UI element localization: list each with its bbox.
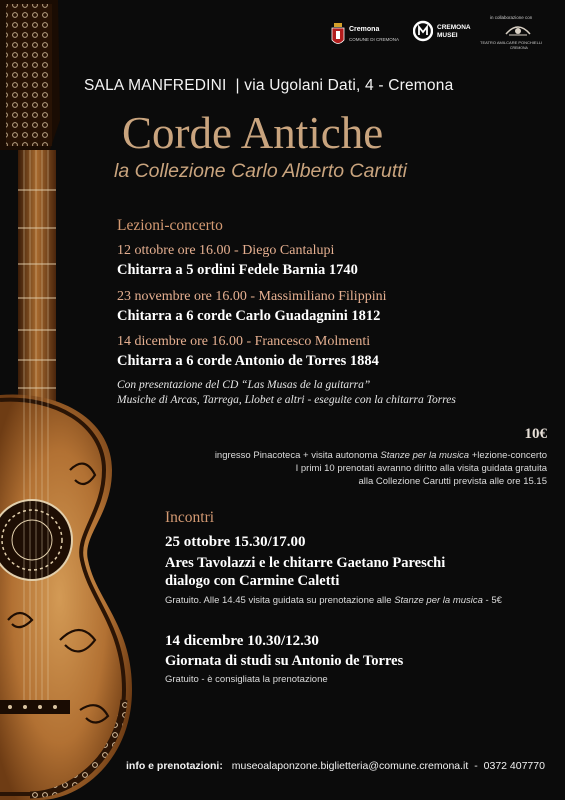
footer-label: info e prenotazioni: — [126, 760, 223, 772]
footer-email[interactable]: museoalaponzone.biglietteria@comune.cremona.it — [231, 760, 469, 772]
cd-line-2: Musiche di Arcas, Tarrega, Llobet e altri - eseguite con la chitarra Torres — [117, 394, 456, 406]
ingresso-line-1a: ingresso Pinacoteca + visita autonoma — [214, 450, 381, 461]
teatro-logo — [480, 15, 560, 55]
comune-name: Cremona — [349, 26, 380, 33]
incontri-heading: Incontri — [165, 509, 215, 526]
teatro-emblem-icon — [504, 24, 532, 38]
comune-sub: COMUNE DI CREMONA — [349, 37, 400, 42]
musei-line1: CREMONA — [437, 24, 471, 31]
incontro-note-1c: - 5€ — [482, 595, 502, 606]
ingresso-line-2: I primi 10 prenotati avranno diritto alla visita guidata gratuita — [295, 463, 547, 474]
price: 10€ — [524, 426, 547, 442]
lezione-date-3: 14 dicembre ore 16.00 - Francesco Molmenti — [117, 334, 371, 349]
page-subtitle: la Collezione Carlo Alberto Carutti — [114, 160, 407, 182]
comune-logo — [330, 22, 402, 50]
venue-line: SALA MANFREDINI | via Ugolani Dati, 4 - Cremona — [84, 77, 454, 94]
cd-line-1: Con presentazione del CD “Las Musas de la guitarra” — [117, 379, 371, 391]
lezione-work-2: Chitarra a 6 corde Carlo Guadagnini 1812 — [117, 308, 381, 324]
lezioni-heading: Lezioni-concerto — [117, 217, 223, 234]
incontro-note-1b: Stanze per la musica — [394, 595, 483, 606]
footer-phone[interactable]: 0372 407770 — [483, 760, 545, 772]
incontro-note-1 — [165, 595, 502, 606]
footer-info — [126, 760, 545, 772]
lezione-date-2: 23 novembre ore 16.00 - Massimiliano Filippini — [117, 289, 387, 304]
ingresso-line-1c: +lezione-concerto — [469, 450, 547, 461]
incontro-date-1: 25 ottobre 15.30/17.00 — [165, 534, 306, 550]
teatro-line2: CREMONA — [510, 46, 528, 50]
incontro-line-1b: dialogo con Carmine Caletti — [165, 573, 340, 589]
incontro-line-2a: Giornata di studi su Antonio de Torres — [165, 653, 404, 669]
musei-mark-icon — [413, 20, 433, 42]
musei-line2: MUSEI — [437, 32, 458, 39]
lezione-date-1: 12 ottobre ore 16.00 - Diego Cantalupi — [117, 243, 335, 258]
incontro-line-1a: Ares Tavolazzi e le chitarre Gaetano Pareschi — [165, 555, 446, 571]
incontro-note-2: Gratuito - è consigliata la prenotazione — [165, 674, 328, 685]
lezione-work-1: Chitarra a 5 ordini Fedele Barnia 1740 — [117, 262, 358, 278]
incontro-note-1a: Gratuito. Alle 14.45 visita guidata su prenotazione alle — [165, 595, 395, 606]
footer-separator: - — [474, 760, 478, 772]
crest-icon — [330, 22, 346, 48]
ingresso-line-1b: Stanze per la musica — [380, 450, 470, 461]
page-title: Corde Antiche — [122, 108, 384, 158]
ingresso-line-1 — [215, 450, 547, 461]
incontro-date-2: 14 dicembre 10.30/12.30 — [165, 633, 319, 649]
musei-logo — [413, 20, 485, 48]
ingresso-line-3: alla Collezione Carutti prevista alle ore 15.15 — [358, 476, 547, 487]
collab-label: in collaborazione con — [490, 15, 533, 20]
lezione-work-3: Chitarra a 6 corde Antonio de Torres 1884 — [117, 353, 379, 369]
teatro-line1: TEATRO AMILCARE PONCHIELLI — [480, 40, 543, 45]
